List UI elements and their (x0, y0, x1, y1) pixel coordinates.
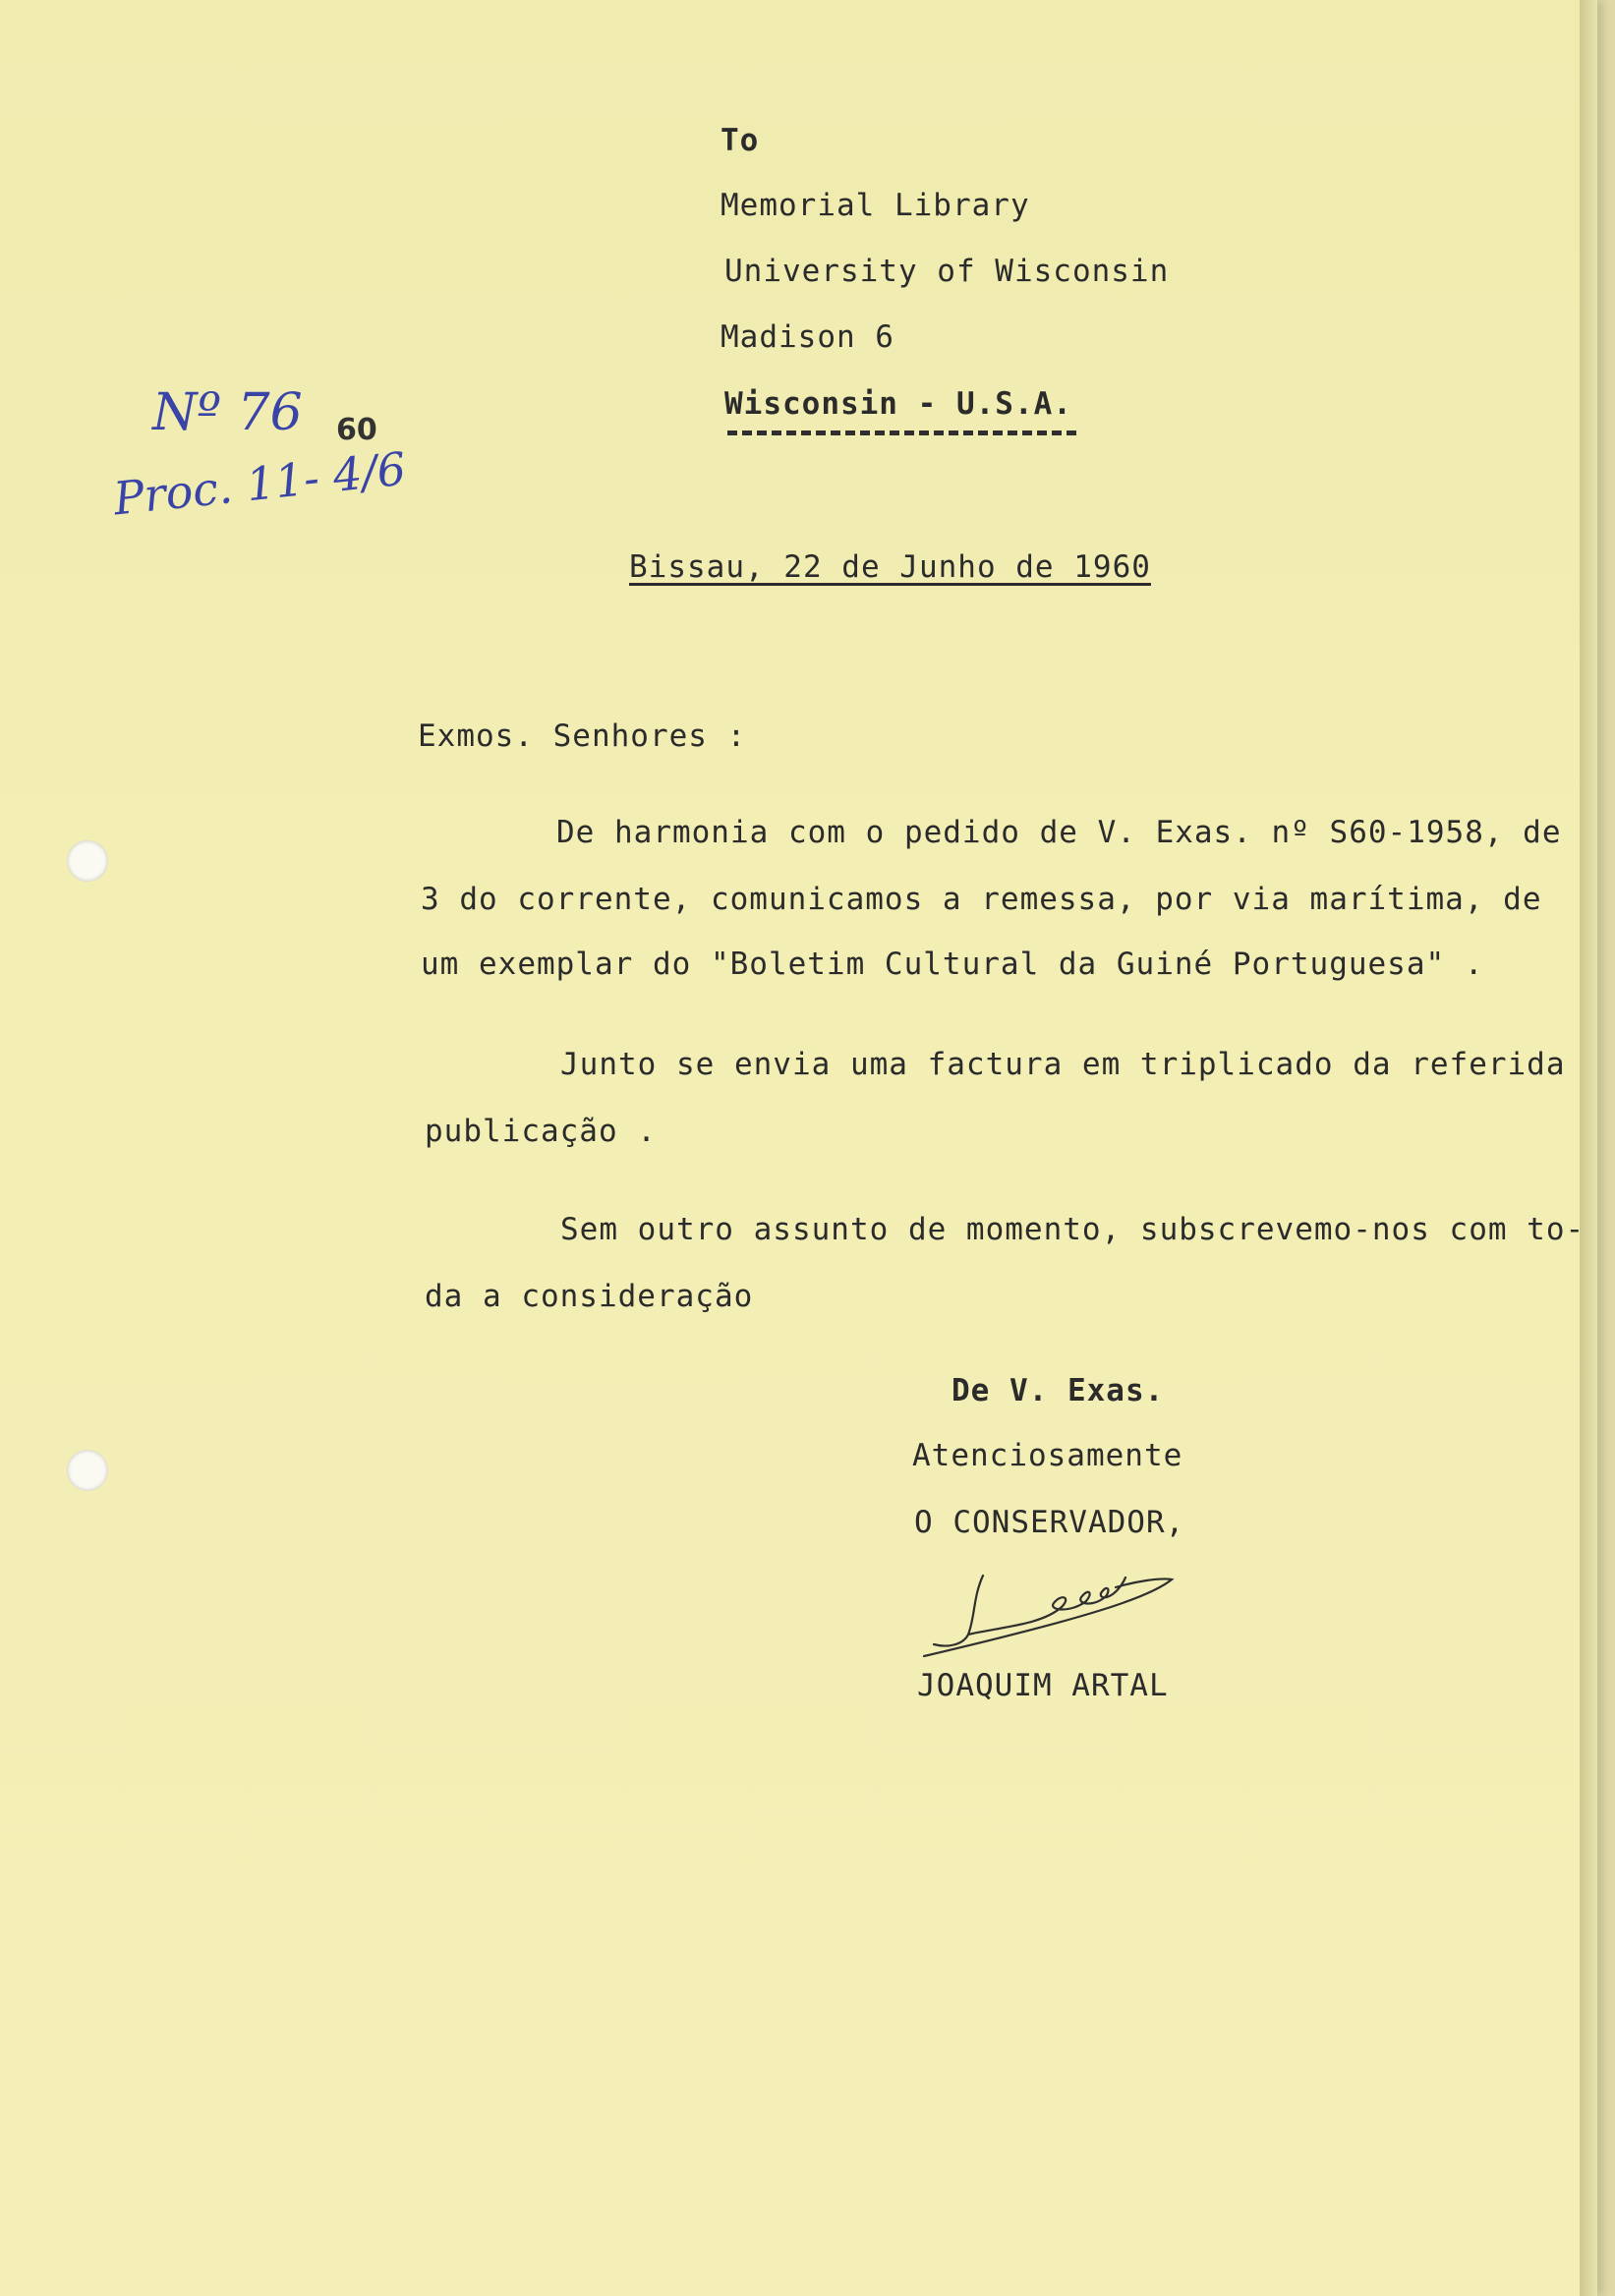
punch-hole-top (67, 840, 108, 882)
paper-edge (1580, 0, 1597, 2296)
handwritten-number: Nº 76 (152, 383, 303, 442)
handwritten-process: Proc. 11- 4/6 (110, 441, 409, 526)
punch-hole-bottom (67, 1450, 108, 1491)
body-paragraph-2-line-2: publicação . (425, 1114, 657, 1149)
recipient-line-2: University of Wisconsin (724, 254, 1170, 289)
body-paragraph-1-line-1: De harmonia com o pedido de V. Exas. nº S60-1958, de (556, 815, 1562, 850)
recipient-line-4: Wisconsin - U.S.A. (724, 386, 1072, 422)
closing-line-1: De V. Exas. (952, 1373, 1165, 1408)
body-paragraph-1-line-3: um exemplar do "Boletim Cultural da Guiné Portuguesa" . (421, 947, 1484, 982)
body-paragraph-1-line-2: 3 do corrente, comunicamos a remessa, por via marítima, de (421, 882, 1542, 917)
recipient-line-1: Memorial Library (721, 188, 1030, 223)
closing-line-3: O CONSERVADOR, (914, 1505, 1185, 1540)
body-paragraph-3-line-2: da a consideração (425, 1279, 754, 1314)
salutation: Exmos. Senhores : (418, 718, 747, 754)
recipient-underline (727, 430, 1076, 435)
body-paragraph-2-line-1: Junto se envia uma factura em triplicado da referida (560, 1047, 1566, 1082)
closing-line-2: Atenciosamente (912, 1438, 1183, 1473)
handwritten-year: 60 (336, 413, 377, 447)
body-paragraph-3-line-1: Sem outro assunto de momento, subscrevemo-nos com to- (560, 1212, 1586, 1247)
recipient-to: To (721, 123, 760, 158)
handwritten-signature (914, 1558, 1189, 1666)
signer-name: JOAQUIM ARTAL (917, 1668, 1169, 1703)
date-line: Bissau, 22 de Junho de 1960 (629, 549, 1151, 585)
recipient-line-3: Madison 6 (721, 319, 894, 355)
